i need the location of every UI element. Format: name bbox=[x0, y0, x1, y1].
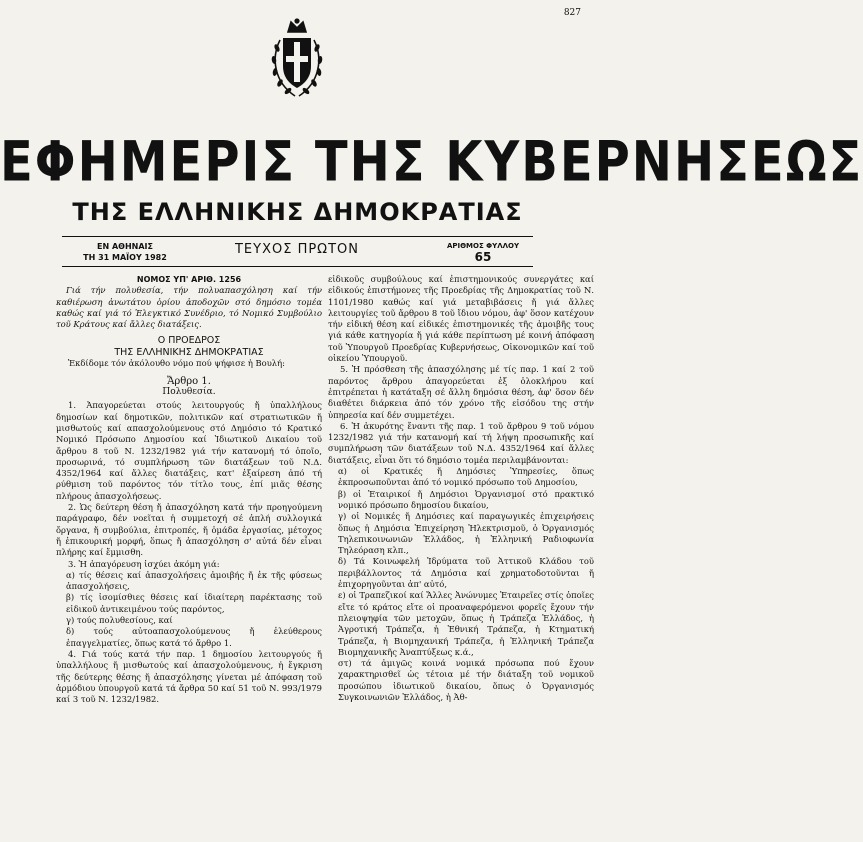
paragraph: 4. Γιά τούς κατά τήν παρ. 1 δημοσίου λειτουργούς ἤ ὑπαλλήλους ἤ μισθωτούς καί ἀπασχολούμενους, ἡ ἔγκριση τῆς δεύτερης θέσης ἤ ἀπασχόλησης γίνεται μέ ἀπόφαση τοῦ ἁρμόδιου ὑπουργοῦ κατά τά ἄρθρα 50 καί 51 τοῦ Ν. 993/1979 καί 3 τοῦ Ν. 1232/1982. bbox=[56, 648, 322, 705]
president-heading bbox=[56, 335, 322, 358]
masthead-title: ΕΦΗΜΕΡΙΣ ΤΗΣ ΚΥΒΕΡΝΗΣΕΩΣ bbox=[0, 129, 863, 195]
issue-place-date bbox=[70, 241, 180, 263]
list-item: β) τίς ἰσομίσθιες θέσεις καί ἰδιαίτερη παρέκτασης τοῦ εἰδικοῦ ἀντικειμένου τούς παρόντος, bbox=[66, 592, 322, 614]
greek-coat-of-arms-icon bbox=[268, 18, 326, 102]
paragraph: 1. Ἀπαγορεύεται στούς λειτουργούς ἤ ὑπαλλήλους δημοσίων καί δημοτικῶν, πολιτικῶν καί στρατιωτικῶν ἤ μισθωτούς καί απασχολούμενους στό Δημόσιο τό Κρατικό Νομικό Πρόσωπο Δημοσίου καί Ἰδιωτικοῦ Δικαίου τοῦ ἄρθρου 8 τοῦ Ν. 1232/1982 γιά τήν κατανομή τό ὁποῖο, προσωρινά, τό συμπλήρωση τῶν διατάξεων τοῦ Ν.Δ. 4352/1964 καί ἄλλες διατάξεις, κατ' ἐξαίρεση ἀπό τή ρύθμιση τοῦ παρόντος τόν τίτλο τους, ἐπί μιᾶς θέσης πλήρους ἀπασχολήσεως. bbox=[56, 400, 322, 501]
left-column bbox=[56, 274, 322, 705]
masthead-subtitle: ΤΗΣ ΕΛΛΗΝΙΚΗΣ ΔΗΜΟΚΡΑΤΙΑΣ bbox=[72, 198, 523, 226]
list-item: δ) τούς αὐτοαπασχολούμενους ἤ ἐλεύθερους ἐπαγγελματίες, ὅπως κατά τό ἄρθρο 1. bbox=[66, 626, 322, 648]
issue-place: ΕΝ ΑΘΗΝΑΙΣ bbox=[97, 242, 153, 251]
paragraph: 6. Ἡ ἀκυρότης ἔναντι τῆς παρ. 1 τοῦ ἄρθρου 9 τοῦ νόμου 1232/1982 γιά τήν κατανομή καί τή λήψη προσωπικῆς καί συμπλήρωση τῶν διατάξεων τοῦ Ν.Δ. 4352/1964 καί ἄλλες διατάξεις, εἶναι ὅτι τό δημόσιο τομέα περιλαμβάνονται: bbox=[328, 420, 594, 465]
header-rule-bottom bbox=[62, 266, 533, 267]
list-item: δ) Τά Κοινωφελή Ἱδρύματα τοῦ Ἀττικοῦ Κλάδου τοῦ περιβάλλοντος τά Δημόσια καί χρηματοδοτοῦνται ἤ ἐπιχορηγοῦνται ἀπ' αὐτό, bbox=[338, 556, 594, 590]
sheet-number-label: ΑΡΙΘΜΟΣ ΦΥΛΛΟΥ bbox=[446, 242, 520, 250]
article-subtitle: Πολυθεσία. bbox=[162, 387, 216, 398]
list-item: γ) οἱ Νομικές ἤ Δημόσιες καί παραγωγικές ἐπιχειρήσεις ὅπως ἡ Δημόσια Ἐπιχείρηση Ἠλεκτρισμοῦ, ὁ Ὀργανισμός Τηλεπικοινωνιῶν Ἑλλάδος, ἡ Ἑλληνική Ραδιοφωνία Τηλεόραση κλπ., bbox=[338, 511, 594, 556]
enactment-clause: Ἐκδίδομε τόν ἀκόλουθο νόμο πού ψήφισε ἡ Βουλή: bbox=[68, 358, 285, 369]
list-item: ε) οἱ Τραπεζικοί καί Ἄλλες Ἀνώνυμες Ἑταιρεῖες στίς ὁποῖες εἴτε τό κράτος εἴτε οἱ προαναφερόμενοι φορεῖς ἔχουν τήν πλειοψηφία τῶν μετοχῶν, ὅπως ἡ Τράπεζα Ἑλλάδος, ἡ Ἀγροτική Τράπεζα, ἡ Ἐθνική Τράπεζα, ἡ Κτηματική Τράπεζα, ἡ Βιομηχανική Τράπεζα, ἡ Ἑλληνική Τράπεζα Βιομηχανικῆς Ἀναπτύξεως κ.ά., bbox=[338, 590, 594, 657]
paragraph: εἰδικοῦς συμβούλους καί ἐπιστημονικούς συνεργάτες καί εἰδικούς ἐπιστήμονες τῆς Προεδρίας τῆς Δημοκρατίας τοῦ Ν. 1101/1980 καθώς καί γιά μεταβιβάσεις ἤ γιά ἄλλες λειτουργίες τοῦ ἄρθρου 8 τοῦ ἴδιου νόμου, ἀφ' ὅσον κατέχουν τήν εἰδική θέση καί εἰδικές ἐπιστημονικές τῆς ἀμοιβῆς τους γιά κάθε κατηγορία ἤ γιά κάθε περίπτωση μέ κοινή ἀπόφαση τοῦ Ὑπουργοῦ Προεδρίας Κυβερνήσεως, Οἰκονομικῶν καί τοῦ οἰκείου Ὑπουργοῦ. bbox=[328, 274, 594, 364]
list-item: β) οἱ Ἐταιρικοί ἤ Δημόσιοι Ὀργανισμοί στό πρακτικό νομικό πρόσωπο δημοσίου δικαίου, bbox=[338, 488, 594, 510]
sheet-number-box bbox=[428, 241, 538, 263]
issue-series: ΤΕΥΧΟΣ ΠΡΩΤΟΝ bbox=[234, 242, 360, 257]
list-item: στ) τά ἀμιγῶς κοινά νομικά πρόσωπα πού ἔχουν χαρακτηρισθεῖ ὡς τέτοια μέ τήν διάταξη τοῦ νομικοῦ προσώπου ἰδιωτικοῦ δικαίου, ὅπως ὁ Ὀργανισμός Συγκοινωνιῶν Ἑλλάδος, ἡ Ἀθ- bbox=[338, 658, 594, 702]
paragraph: 2. Ὡς δεύτερη θέση ἤ ἀπασχόληση κατά τήν προηγούμενη παράγραφο, δέν νοεῖται ἡ συμμετοχή σέ ἀπλή συλλογικά ὄργανα, ἤ συμβούλια, ἐπιτροπές, ἤ ὁμάδα ἐργασίας, μέτοχος ἤ ἐπικουρική μορφή, ὅπως ἤ ἀπασχόληση σ' αὐτά δέν εἶναι πλήρης καί ἔμμισθη. bbox=[56, 502, 322, 558]
president-line-2: ΤΗΣ ΕΛΛΗΝΙΚΗΣ ΔΗΜΟΚΡΑΤΙΑΣ bbox=[114, 346, 264, 358]
page-number: 827 bbox=[563, 8, 581, 18]
right-column bbox=[328, 274, 594, 703]
header-rule-top bbox=[62, 236, 533, 237]
list-item: α) οἱ Κρατικές ἤ Δημόσιες Ὑπηρεσίες, ὅπως ἐκπροσωποῦνται ἀπό τό νομικό πρόσωπο τοῦ Δημοσίου, bbox=[338, 466, 594, 488]
president-line-1: Ο ΠΡΟΕΔΡΟΣ bbox=[157, 335, 221, 347]
issue-date: ΤΗ 31 ΜΑΪΟΥ 1982 bbox=[83, 253, 167, 262]
law-heading: ΝΟΜΟΣ ΥΠ' ΑΡΙΘ. 1256 bbox=[136, 275, 242, 284]
list-item: α) τίς θέσεις καί ἀπασχολήσεις ἀμοιβής ἤ ἐκ τῆς φύσεως ἀπασχολήσεις, bbox=[66, 569, 322, 592]
paragraph: 3. Ἡ ἀπαγόρευση ἰσχύει ἀκόμη γιά: bbox=[68, 558, 220, 569]
list-item: γ) τούς πολυθεσίους, καί bbox=[66, 615, 173, 626]
article-title: Ἄρθρο 1. bbox=[167, 375, 211, 387]
paragraph: 5. Ἡ πρόσθεση τῆς ἀπασχόλησης μέ τίς παρ. 1 καί 2 τοῦ παρόντος ἄρθρου ἀπαγορεύεται ἐξ ὁλοκλήρου καί ἐπιτρέπεται ἡ κατάταξη σέ ἄλλη δημόσια θέση, ἀφ' ὅσον δέν διαθέτει διάρκεια ἀπό τόν χρόνο τῆς εἰσόδου της στήν ὑπηρεσία καί δέν συμμετέχει. bbox=[328, 364, 594, 420]
law-preamble: Γιά τήν πολυθεσία, τήν πολυαπασχόληση καί τήν καθιέρωση ἀνωτάτου ὁρίου ἀποδοχῶν στό δημόσιο τομέα καθώς καί γιά τό Ἐλεγκτικό Συνέδριο, τό Νομικό Συμβούλιο τοῦ Κράτους καί ἄλλες διατάξεις. bbox=[56, 285, 322, 330]
sheet-number: 65 bbox=[474, 250, 492, 264]
